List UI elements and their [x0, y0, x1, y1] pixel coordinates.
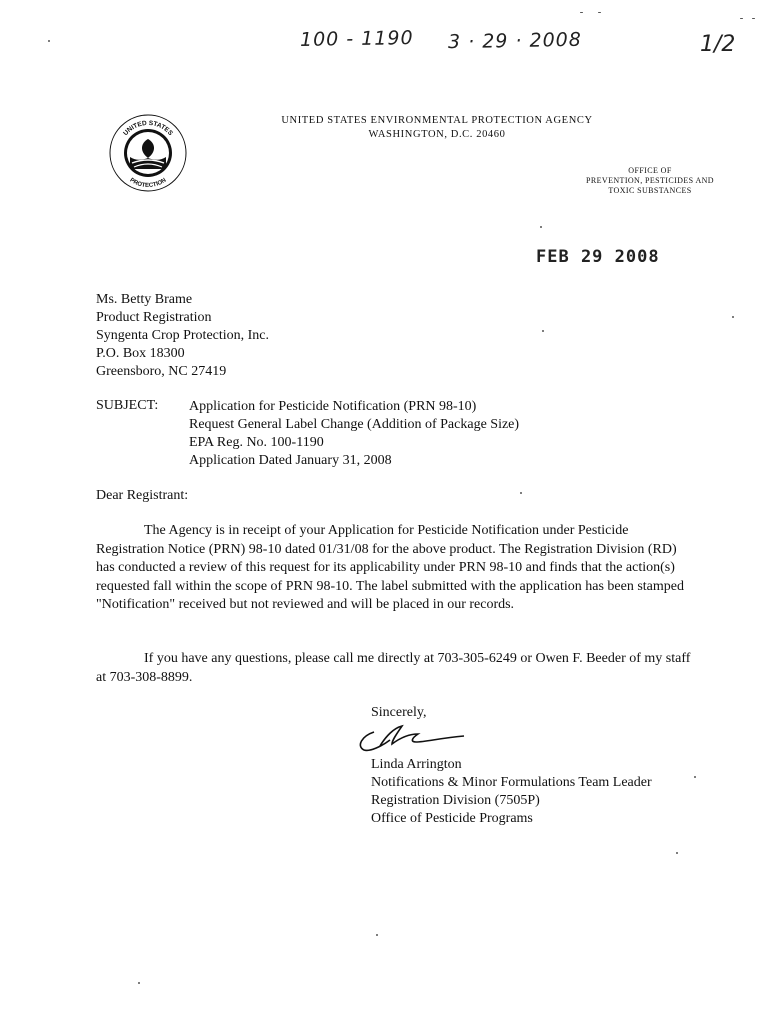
- recipient-po-box: P.O. Box 18300: [96, 346, 185, 361]
- handwritten-signature: [352, 720, 472, 756]
- salutation: Dear Registrant:: [96, 488, 189, 503]
- scan-speck: [542, 330, 544, 332]
- scan-speck: [540, 226, 542, 228]
- office-line-1: OFFICE OF: [628, 166, 672, 175]
- subject-line-1: Application for Pesticide Notification (PRN 98-10): [189, 399, 477, 414]
- signer-name: Linda Arrington: [371, 757, 462, 772]
- office-line-2: PREVENTION, PESTICIDES AND: [586, 176, 714, 185]
- recipient-city-state-zip: Greensboro, NC 27419: [96, 364, 227, 379]
- scan-speck: [740, 18, 743, 19]
- epa-seal-logo: [108, 113, 188, 193]
- scan-speck: [138, 982, 140, 984]
- scan-speck: [48, 40, 50, 42]
- scan-speck: [598, 12, 601, 13]
- scan-speck: [676, 852, 678, 854]
- agency-city: WASHINGTON, D.C. 20460: [368, 129, 506, 140]
- body-paragraph-2: If you have any questions, please call me directly at 703-305-6249 or Owen F. Beeder of my staff at 703-308-8899.: [96, 651, 691, 685]
- scan-speck: [694, 776, 696, 778]
- scan-speck: [520, 492, 522, 494]
- signer-title: Notifications & Minor Formulations Team Leader: [371, 775, 652, 790]
- date-stamp: FEB 29 2008: [536, 247, 660, 267]
- scan-speck: [580, 12, 583, 13]
- subject-line-4: Application Dated January 31, 2008: [189, 453, 392, 468]
- handwritten-page-marker: 1/2: [700, 32, 736, 57]
- svg-text:PROTECTION: PROTECTION: [128, 177, 168, 190]
- subject-line-3: EPA Reg. No. 100-1190: [189, 435, 324, 450]
- handwritten-reg-number: 100 - 1190: [299, 27, 414, 51]
- svg-text:UNITED STATES: UNITED STATES: [122, 119, 174, 138]
- body-paragraph-1: The Agency is in receipt of your Application for Pesticide Notification under Pesticide Registration Notice (PRN) 98-10 dated 01/31/08 for the above product. The Registration Division (RD) has conducted a review of this request for its applicability under PRN 98-10 and finds that the action(s) requested fall within the scope of PRN 98-10. The label submitted with the application has been stamped "Notification" received but not reviewed and will be placed in our records.: [96, 523, 684, 612]
- signer-office: Office of Pesticide Programs: [371, 811, 533, 826]
- subject-label: SUBJECT:: [96, 398, 159, 413]
- scan-speck: [732, 316, 734, 318]
- handwritten-date: 3 · 29 · 2008: [447, 28, 583, 54]
- subject-line-2: Request General Label Change (Addition of Package Size): [189, 417, 520, 432]
- recipient-name: Ms. Betty Brame: [96, 292, 193, 307]
- scan-speck: [752, 18, 755, 19]
- recipient-company: Syngenta Crop Protection, Inc.: [96, 328, 270, 343]
- agency-name: UNITED STATES ENVIRONMENTAL PROTECTION AGENCY: [281, 115, 593, 126]
- office-line-3: TOXIC SUBSTANCES: [608, 186, 692, 195]
- signer-division: Registration Division (7505P): [371, 793, 540, 808]
- recipient-department: Product Registration: [96, 310, 212, 325]
- valediction: Sincerely,: [371, 705, 427, 720]
- scan-speck: [376, 934, 378, 936]
